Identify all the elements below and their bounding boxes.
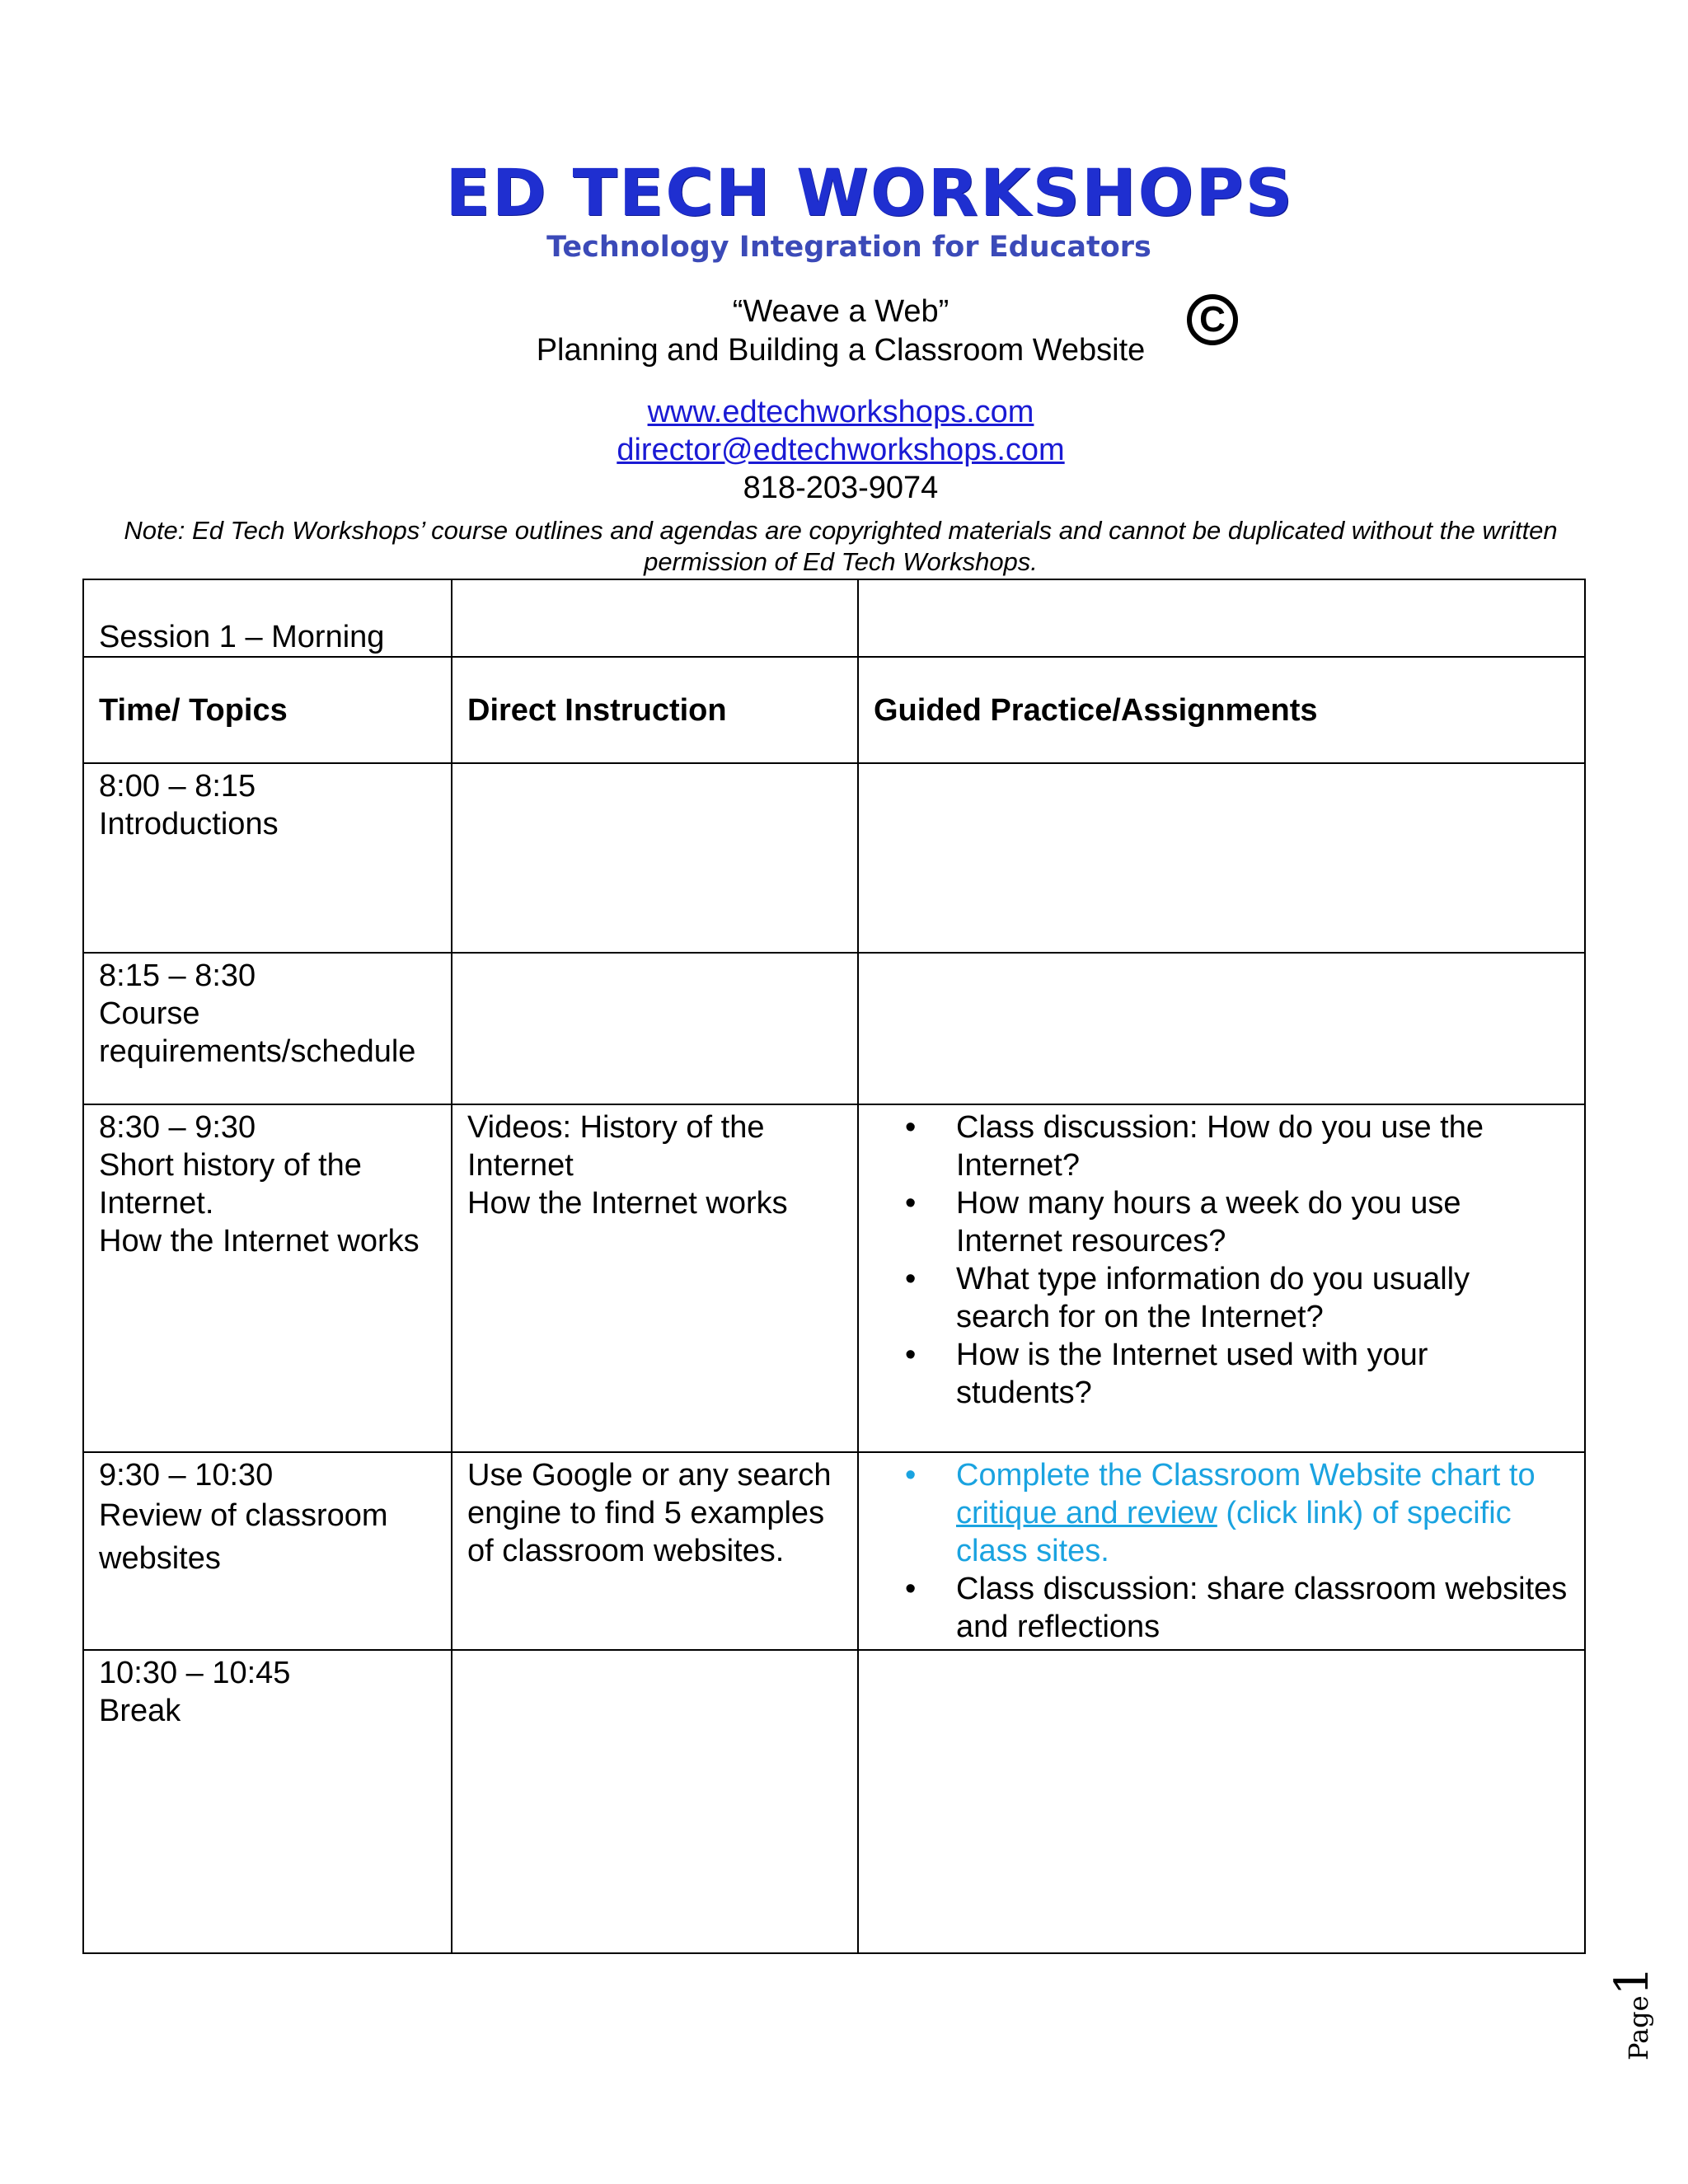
practice-cell [858, 953, 1585, 1104]
page-label: Page [1623, 1995, 1654, 2060]
time-topic-cell [83, 1650, 452, 1953]
table-row [83, 763, 1585, 953]
list-item [956, 1456, 1569, 1570]
instruction-text: Use Google or any search engine to find 5 examples of classroom websites. [467, 1458, 832, 1568]
website-link[interactable]: www.edtechworkshops.com [647, 395, 1034, 429]
time-slot: 8:00 – 8:15 [99, 769, 256, 804]
practice-cell [858, 1650, 1585, 1953]
topic: Introductions [99, 807, 279, 841]
copyright-icon: C [1187, 294, 1238, 345]
logo-title: ED TECH WORKSHOPS [445, 157, 1294, 231]
table-row [83, 1650, 1585, 1953]
header-row [83, 657, 1585, 763]
topic: Short history of the Internet. [99, 1148, 362, 1221]
logo-subtitle: Technology Integration for Educators [546, 231, 1151, 264]
phone-number: 818-203-9074 [743, 471, 939, 505]
practice-cell [858, 763, 1585, 953]
time-topic-cell [83, 1104, 452, 1452]
instruction-cell [452, 763, 858, 953]
instruction-text: How the Internet works [467, 1186, 788, 1221]
agenda-table [82, 579, 1586, 1954]
logo [445, 157, 1294, 264]
instruction-cell [452, 953, 858, 1104]
header-direct-instruction: Direct Instruction [452, 657, 858, 763]
time-topic-cell [83, 1452, 452, 1650]
list-item: • Class discussion: How do you use the Internet? [956, 1108, 1569, 1184]
copyright-note: Note: Ed Tech Workshops’ course outlines and agendas are copyrighted materials and cannot be duplicated without the written permission of Ed Tech Workshops. [124, 516, 1558, 576]
page-number-footer [1606, 1945, 1688, 2060]
instruction-cell [452, 1650, 858, 1953]
practice-list [874, 1456, 1569, 1646]
table-row [83, 1452, 1585, 1650]
list-item: • What type information do you usually search for on the Internet? [956, 1260, 1569, 1336]
session-row [83, 579, 1585, 657]
header-time-topics: Time/ Topics [83, 657, 452, 763]
time-slot: 10:30 – 10:45 [99, 1656, 291, 1690]
time-slot: 8:15 – 8:30 [99, 958, 256, 993]
time-topic-cell [83, 763, 452, 953]
contact-info [330, 393, 1352, 507]
topic: How the Internet works [99, 1224, 420, 1258]
time-slot: 8:30 – 9:30 [99, 1110, 256, 1145]
practice-list [874, 1108, 1569, 1412]
title-line-1: “Weave a Web” [732, 294, 950, 329]
practice-cell [858, 1452, 1585, 1650]
topic: Course requirements/schedule [99, 996, 416, 1069]
table-row [83, 1104, 1585, 1452]
list-item: • How many hours a week do you use Internet resources? [956, 1184, 1569, 1260]
email-link[interactable]: director@edtechworkshops.com [617, 433, 1065, 467]
topic: Break [99, 1694, 181, 1728]
practice-text: (click link) of specific class sites. [956, 1496, 1512, 1568]
instruction-text: Videos: History of the Internet [467, 1110, 765, 1183]
instruction-cell [452, 1104, 858, 1452]
session-label: Session 1 – Morning [83, 579, 452, 657]
time-slot: 9:30 – 10:30 [99, 1458, 274, 1493]
practice-cell [858, 1104, 1585, 1452]
empty-cell [452, 579, 858, 657]
table-row [83, 953, 1585, 1104]
topic: Review of classroom websites [99, 1498, 388, 1576]
list-item: • How is the Internet used with your students? [956, 1336, 1569, 1412]
time-topic-cell [83, 953, 452, 1104]
practice-text: Complete the Classroom Website chart to [956, 1458, 1536, 1493]
header-guided-practice: Guided Practice/Assignments [858, 657, 1585, 763]
list-item: • Class discussion: share classroom websites and reflections [956, 1570, 1569, 1646]
empty-cell [858, 579, 1585, 657]
page-number: 1 [1606, 1966, 1659, 1996]
instruction-cell [452, 1452, 858, 1650]
title-line-2: Planning and Building a Classroom Website [536, 333, 1146, 368]
critique-review-link[interactable]: critique and review [956, 1496, 1217, 1530]
